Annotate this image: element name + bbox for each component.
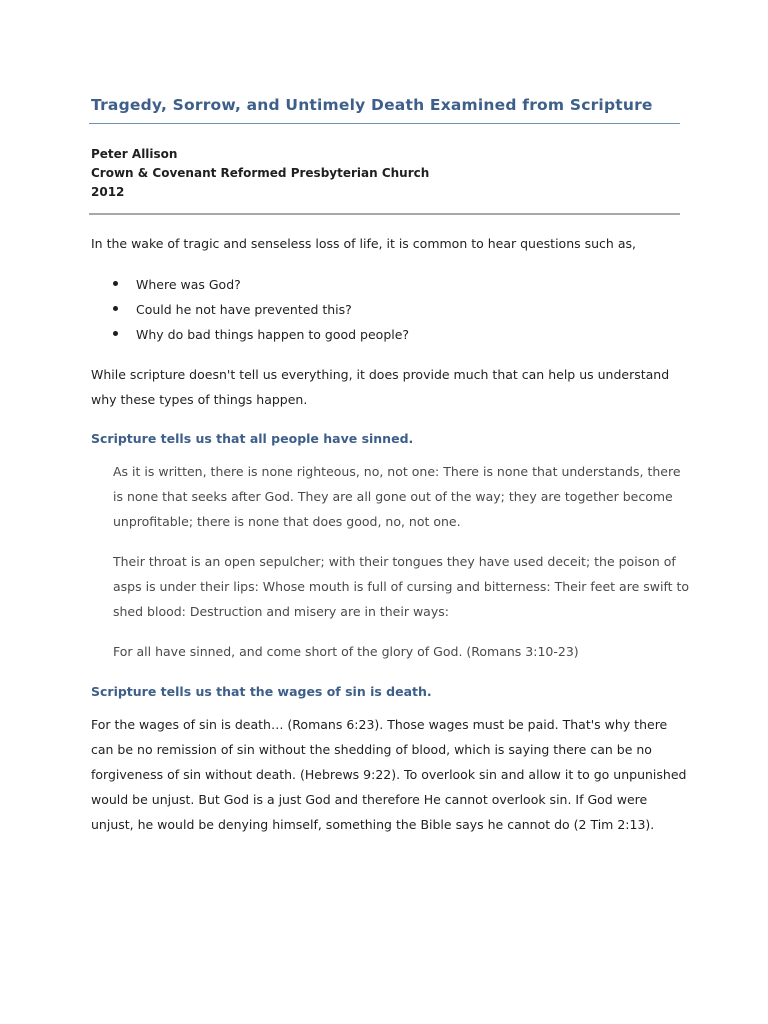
bullet-icon xyxy=(113,281,118,286)
body-paragraph: While scripture doesn't tell us everything, it does provide much that can help us understand why these types of things happen. xyxy=(91,367,670,407)
bullet-icon xyxy=(113,306,118,311)
scripture-quote: Their throat is an open sepulcher; with their tongues they have used deceit; the poison of asps is under their lips: Whose mouth is full of cursing and bitterness: Their feet are swift to shed blood: Destruction and misery are in their ways: xyxy=(113,554,690,619)
section-heading: Scripture tells us that all people have sinned. xyxy=(91,431,414,446)
list-item-text: Why do bad things happen to good people? xyxy=(136,327,410,342)
scripture-quote: For all have sinned, and come short of the glory of God. (Romans 3:10-23) xyxy=(113,644,579,659)
author-name: Peter Allison xyxy=(91,147,178,161)
list-item xyxy=(91,322,409,347)
list-item xyxy=(91,272,409,297)
document-title: Tragedy, Sorrow, and Untimely Death Examined from Scripture xyxy=(91,96,653,114)
body-paragraph: For the wages of sin is death… (Romans 6:23). Those wages must be paid. That's why there can be no remission of sin without the shedding of blood, which is saying there can be no forgiveness of sin without death. (Hebrews 9:22). To overlook sin and allow it to go unpunished would be unjust. But God is a just God and therefore He cannot overlook sin. If God were unjust, he would be denying himself, something the Bible says he cannot do (2 Tim 2:13). xyxy=(91,717,687,832)
section-heading: Scripture tells us that the wages of sin is death. xyxy=(91,684,432,699)
header-divider xyxy=(89,213,680,215)
scripture-quote: As it is written, there is none righteous, no, not one: There is none that understands, there is none that seeks after God. They are all gone out of the way; they are together become unprofitable; there is none that does good, no, not one. xyxy=(113,464,681,529)
author-block xyxy=(91,145,429,202)
list-item-text: Could he not have prevented this? xyxy=(136,302,352,317)
bullet-icon xyxy=(113,331,118,336)
publication-year: 2012 xyxy=(91,185,125,199)
organization-name: Crown & Covenant Reformed Presbyterian Church xyxy=(91,166,430,180)
list-item-text: Where was God? xyxy=(136,277,241,292)
questions-list xyxy=(91,272,409,347)
list-item xyxy=(91,297,409,322)
title-divider xyxy=(89,123,680,124)
intro-paragraph: In the wake of tragic and senseless loss of life, it is common to hear questions such as, xyxy=(91,236,636,251)
